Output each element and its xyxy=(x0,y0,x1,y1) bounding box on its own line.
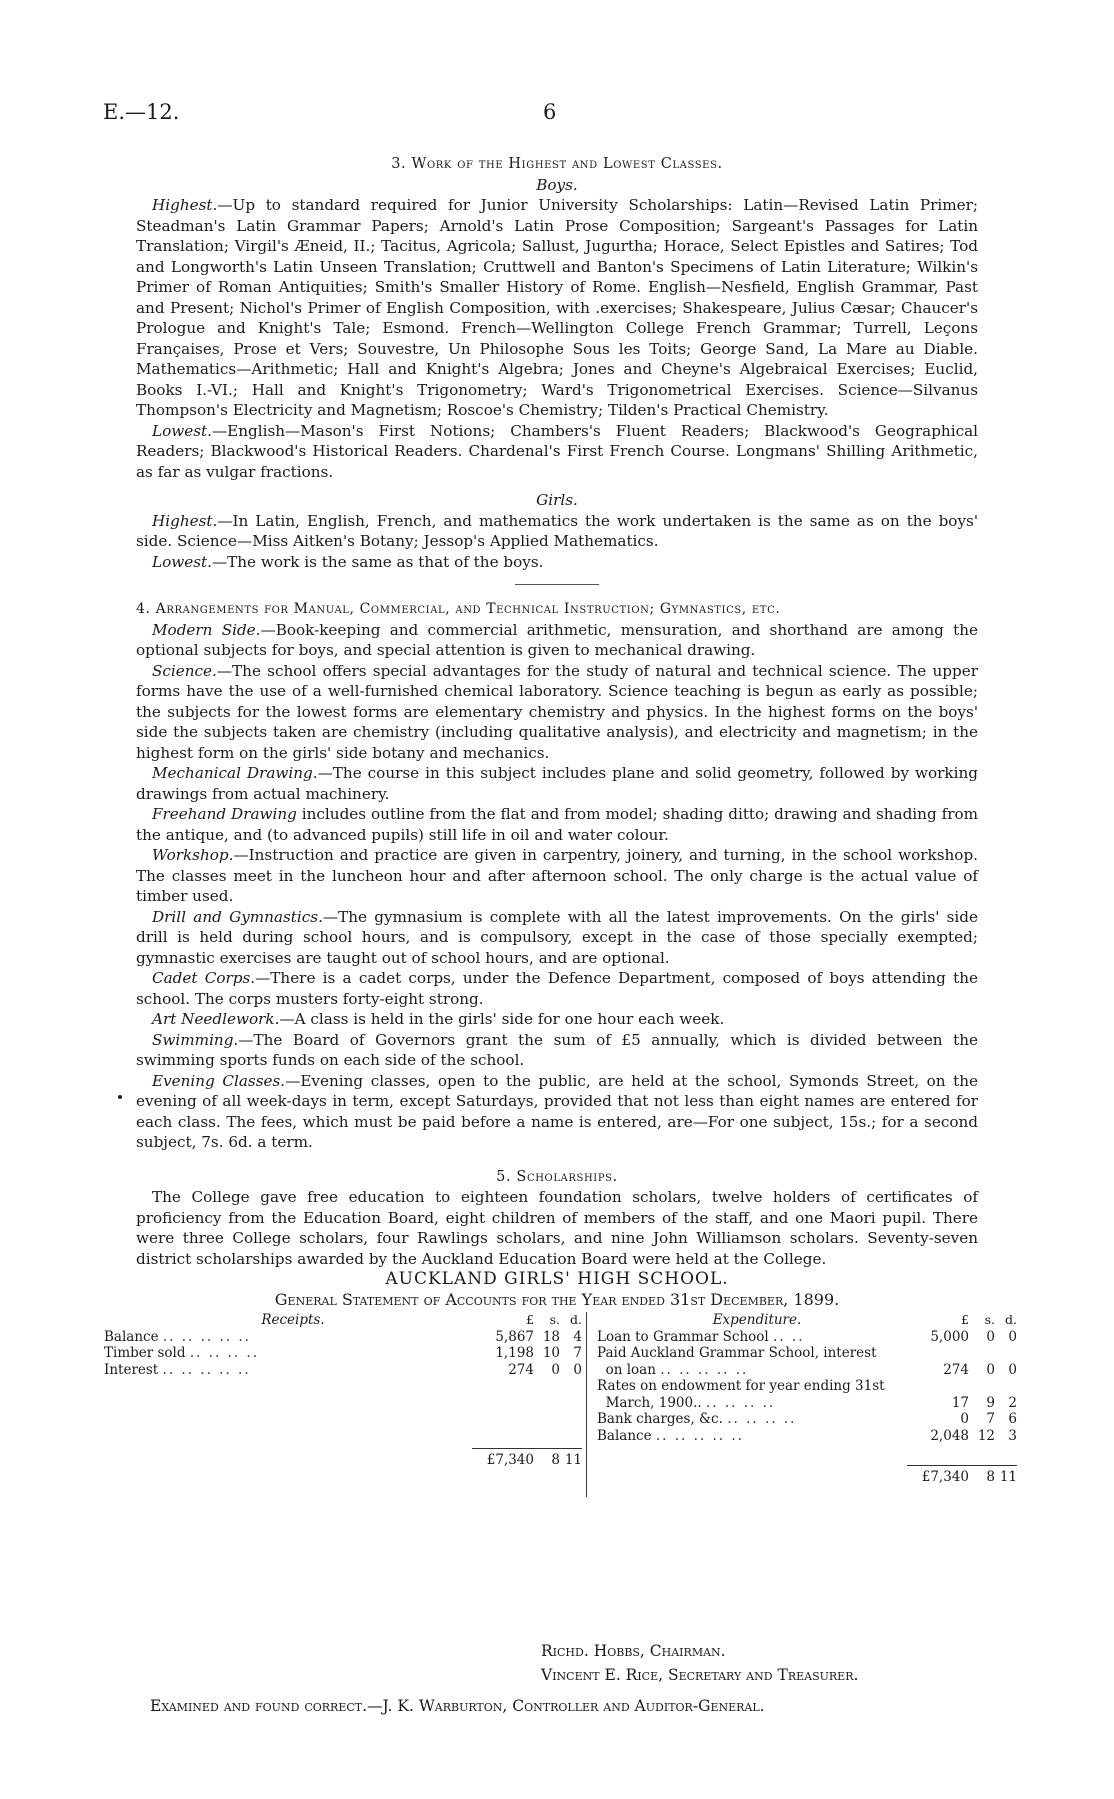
section-3-title: 3. Work of the Highest and Lowest Classes. xyxy=(391,156,723,172)
section-4-paragraph xyxy=(136,620,978,661)
table-row: Timber sold .. .. .. .. 1,198 10 7 xyxy=(104,1345,582,1361)
girls-highest-text: —In Latin, English, French, and mathematics the work undertaken is the same as on the boys' side. Science—Miss Aitken's Botany; Jessop's Applied Mathematics. xyxy=(136,511,978,550)
section-4-paragraph xyxy=(136,907,978,969)
receipts-total-pence: 11 xyxy=(564,1452,582,1468)
paragraph-text: —The gymnasium is complete with all the latest improvements. On the girls' side drill is held during school hours, and is compulsory, except in the case of those specially exempted; gymnastic exercises are taught out of school hours, and are optional. xyxy=(136,907,978,967)
table-row: March, 1900.. .. .. .. .. 17 9 2 xyxy=(605,1394,1017,1411)
section-4-paragraph xyxy=(136,804,978,845)
expenditure-item: Rates on endowment for year ending 31st xyxy=(597,1378,885,1394)
boys-heading: Boys. xyxy=(536,175,578,194)
girls-lowest-text: —The work is the same as that of the boys. xyxy=(211,552,544,571)
section-5-title: 5. Scholarships. xyxy=(496,1168,618,1185)
paragraph-text: —Evening classes, open to the public, are held at the school, Symonds Street, on the evening of all week-days in term, except Saturdays, provided that not less than eight names are entered for each class. The fees, which must be paid before a name is entered, are—For one subject, 15s.; for a second subject, 7s. 6d. a term. xyxy=(136,1071,979,1151)
page-number: 6 xyxy=(543,100,557,124)
document-reference: E.—12. xyxy=(103,100,180,124)
section-4-paragraph xyxy=(136,661,978,764)
section-4-paragraph xyxy=(136,1030,978,1071)
receipt-pence: 4 xyxy=(573,1328,582,1345)
receipts-total-pounds: £7,340 xyxy=(486,1452,534,1468)
accounts-table xyxy=(104,1312,1017,1512)
expenditure-item: Bank charges, &c. xyxy=(597,1411,723,1427)
expenditure-item: March, 1900.. xyxy=(605,1394,702,1411)
secretary-signature: Vincent E. Rice, Secretary and Treasurer. xyxy=(541,1666,859,1684)
chairman-signature: Richd. Hobbs, Chairman. xyxy=(541,1642,726,1660)
receipt-pounds: 274 xyxy=(508,1361,534,1378)
receipt-item: Timber sold xyxy=(104,1345,186,1361)
expenditure-pounds: 2,048 xyxy=(930,1427,969,1444)
receipt-shillings: 18 xyxy=(542,1328,560,1345)
expenditure-total-pounds: £7,340 xyxy=(921,1469,969,1485)
section-4-paragraph xyxy=(136,1009,978,1030)
expenditure-total-shillings: 8 xyxy=(986,1469,995,1485)
expenditure-item: Balance xyxy=(597,1427,652,1444)
scholarships-paragraph: The College gave free education to eighteen foundation scholars, twelve holders of certificates of proficiency from the Education Board, eight children of members of the staff, and one Maori pupil. There were three College scholars, four Rawlings scholars, and nine John Williamson scholars. Seventy-seven district scholarships awarded by the Auckland Education Board were held at the College. xyxy=(136,1188,978,1268)
table-row: Balance .. .. .. .. .. 2,048 12 3 xyxy=(597,1427,1017,1444)
pounds-heading: £ xyxy=(961,1312,969,1327)
expenditure-pounds: 5,000 xyxy=(930,1328,969,1345)
paragraph-lead: Mechanical Drawing. xyxy=(152,764,318,782)
pence-heading: d. xyxy=(570,1312,582,1327)
section-4-title: 4. Arrangements for Manual, Commercial, and Technical Instruction; Gymnastics, etc. xyxy=(136,601,781,617)
paragraph-text: —Book-keeping and commercial arithmetic, mensuration, and shorthand are among the optional subjects for boys, and special attention is given to mechanical drawing. xyxy=(136,620,978,659)
section-4-paragraph xyxy=(136,1071,978,1153)
expenditure-shillings: 12 xyxy=(977,1427,995,1444)
expenditure-pounds: 17 xyxy=(951,1394,969,1411)
document-body xyxy=(104,154,1017,1512)
pence-heading: d. xyxy=(1005,1312,1017,1327)
table-row xyxy=(597,1345,1017,1362)
expenditure-pence: 2 xyxy=(1008,1394,1017,1411)
paragraph-text: —A class is held in the girls' side for one hour each week. xyxy=(279,1010,725,1028)
boys-lowest-lead: Lowest. xyxy=(152,421,212,440)
paragraph-lead: Swimming. xyxy=(152,1030,239,1049)
receipt-pounds: 5,867 xyxy=(495,1328,534,1345)
table-row: Balance .. .. .. .. .. 5,867 18 4 xyxy=(104,1328,582,1345)
statement-title xyxy=(136,1290,978,1311)
girls-lowest-paragraph xyxy=(136,552,978,573)
paragraph-text: includes outline from the flat and from model; shading ditto; drawing and shading from the antique, and (to advanced pupils) still life in oil and water colour. xyxy=(136,805,978,844)
expenditure-total-pence: 11 xyxy=(999,1469,1017,1485)
section-4-paragraph xyxy=(136,763,978,804)
expenditure-pence: 0 xyxy=(1008,1328,1017,1345)
receipt-shillings: 10 xyxy=(542,1345,560,1361)
expenditure-pounds: 274 xyxy=(943,1361,969,1378)
expenditure-pence: 0 xyxy=(1008,1361,1017,1378)
paragraph-text: —The school offers special advantages for the study of natural and technical science. The upper forms have the use of a well-furnished chemical laboratory. Science teaching is begun as early as possible; the subjects for the lowest forms are elementary chemistry and physics. In the highest forms on the boys' side the subjects taken are chemistry (including qualitative analysis), and electricity and magnetism; in the highest form on the girls' side botany and mechanics. xyxy=(136,661,978,762)
expenditure-pence: 6 xyxy=(1008,1411,1017,1427)
paragraph-text: —There is a cadet corps, under the Defence Department, composed of boys attending the school. The corps musters forty-eight strong. xyxy=(136,969,979,1008)
expenditure-total-row xyxy=(597,1466,1017,1486)
receipts-header-row xyxy=(104,1312,582,1329)
boys-highest-lead: Highest. xyxy=(152,196,218,214)
expenditure-column xyxy=(586,1312,1017,1497)
receipt-item: Balance xyxy=(104,1328,159,1345)
boys-lowest-paragraph xyxy=(136,421,978,483)
boys-highest-text: —Up to standard required for Junior University Scholarships: Latin—Revised Latin Primer; Steadman's Latin Grammar Papers; Arnold's Latin Prose Composition; Sargeant's Passages for Latin Translation; Virgil's Æneid, II.; Tacitus, Agricola; Sallust, Jugurtha; Horace, Select Epistles and Satires; Tod and Longworth's Latin Unseen Translation; Cruttwell and Banton's Specimens of Latin Literature; Wilkin's Primer of Roman Antiquities; Smith's Smaller History of Rome. English—Nesfield, English Grammar, Past and Present; Nichol's Primer of English Composition, with .exercises; Shakespeare, Julius Cæsar; Chaucer's Prologue and Knight's Tale; Esmond. French—Wellington College French Grammar; Turrell, Leçons Françaises, Prose et Vers; Souvestre, Un Philosophe Sous les Toits; George Sand, La Mare au Diable. Mathematics—Arithmetic; Hall and Knight's Algebra; Jones and Cheyne's Algebraical Exercises; Euclid, Books I.-VI.; Hall and Knight's Trigonometry; Ward's Trigonometrical Exercises. Science—Silvanus Thompson's Electricity and Magnetism; Roscoe's Chemistry; Tilden's Practical Chemistry. xyxy=(136,196,978,419)
pounds-heading: £ xyxy=(526,1312,534,1327)
paragraph-lead: Modern Side. xyxy=(152,620,261,639)
receipt-shillings: 0 xyxy=(551,1361,560,1378)
paragraph-lead: Evening Classes. xyxy=(152,1071,286,1090)
expenditure-heading: Expenditure. xyxy=(712,1312,802,1328)
table-row: on loan .. .. .. .. .. 274 0 0 xyxy=(605,1361,1017,1378)
expenditure-shillings: 7 xyxy=(986,1411,995,1427)
expenditure-shillings: 9 xyxy=(986,1394,995,1411)
paragraph-lead: Cadet Corps. xyxy=(152,969,256,987)
expenditure-item: on loan xyxy=(605,1361,656,1378)
receipt-pence: 0 xyxy=(573,1361,582,1378)
auditor-note: Examined and found correct.—J. K. Warburton, Controller and Auditor-General. xyxy=(150,1697,765,1715)
receipts-column xyxy=(104,1312,582,1469)
paragraph-lead: Workshop. xyxy=(152,846,234,864)
receipts-heading: Receipts. xyxy=(261,1312,325,1328)
section-4-paragraph xyxy=(136,845,978,907)
girls-highest-paragraph xyxy=(136,511,978,552)
table-row xyxy=(597,1378,1017,1395)
table-row: Loan to Grammar School .. .. 5,000 0 0 xyxy=(597,1328,1017,1345)
receipts-total-shillings: 8 xyxy=(551,1452,560,1468)
shillings-heading: s. xyxy=(549,1312,560,1327)
margin-dot xyxy=(118,1095,122,1099)
table-row: Bank charges, &c. .. .. .. .. 0 7 6 xyxy=(597,1411,1017,1427)
expenditure-shillings: 0 xyxy=(986,1328,995,1345)
receipt-item: Interest xyxy=(104,1361,159,1378)
girls-highest-lead: Highest. xyxy=(152,511,218,530)
girls-heading: Girls. xyxy=(536,491,578,509)
expenditure-shillings: 0 xyxy=(986,1361,995,1378)
school-title: AUCKLAND GIRLS' HIGH SCHOOL. xyxy=(385,1269,729,1289)
expenditure-pence: 3 xyxy=(1008,1427,1017,1444)
statement-title-text: General Statement of Accounts for the Year ended 31st December, 1899. xyxy=(274,1289,840,1309)
section-divider xyxy=(515,584,599,585)
table-row: Interest .. .. .. .. .. 274 0 0 xyxy=(104,1361,582,1378)
expenditure-item: Loan to Grammar School xyxy=(597,1328,769,1345)
paragraph-lead: Freehand Drawing xyxy=(152,805,297,823)
expenditure-pounds: 0 xyxy=(960,1411,969,1427)
paragraph-lead: Science. xyxy=(152,661,217,680)
boys-lowest-text: —English—Mason's First Notions; Chambers's Fluent Readers; Blackwood's Geographical Readers; Blackwood's Historical Readers. Chardenal's First French Course. Longmans' Shilling Arithmetic, as far as vulgar fractions. xyxy=(136,421,978,481)
paragraph-text: —The course in this subject includes plane and solid geometry, followed by working drawings from actual machinery. xyxy=(136,764,978,803)
boys-highest-paragraph xyxy=(136,195,978,421)
shillings-heading: s. xyxy=(984,1312,995,1327)
expenditure-header-row xyxy=(597,1312,1017,1329)
girls-lowest-lead: Lowest. xyxy=(152,552,212,571)
paragraph-text: —Instruction and practice are given in carpentry, joinery, and turning, in the school workshop. The classes meet in the luncheon hour and after afternoon school. The only charge is the actual value of timber used. xyxy=(136,846,978,905)
receipt-pounds: 1,198 xyxy=(495,1345,534,1361)
receipt-pence: 7 xyxy=(573,1345,582,1361)
receipts-total-row xyxy=(104,1449,582,1469)
section-4-paragraph xyxy=(136,968,978,1009)
expenditure-item: Paid Auckland Grammar School, interest xyxy=(597,1345,877,1361)
paragraph-lead: Art Needlework. xyxy=(152,1010,280,1028)
paragraph-text: —The Board of Governors grant the sum of £5 annually, which is divided between the swimming sports funds on each side of the school. xyxy=(136,1030,978,1069)
paragraph-lead: Drill and Gymnastics. xyxy=(152,907,323,926)
